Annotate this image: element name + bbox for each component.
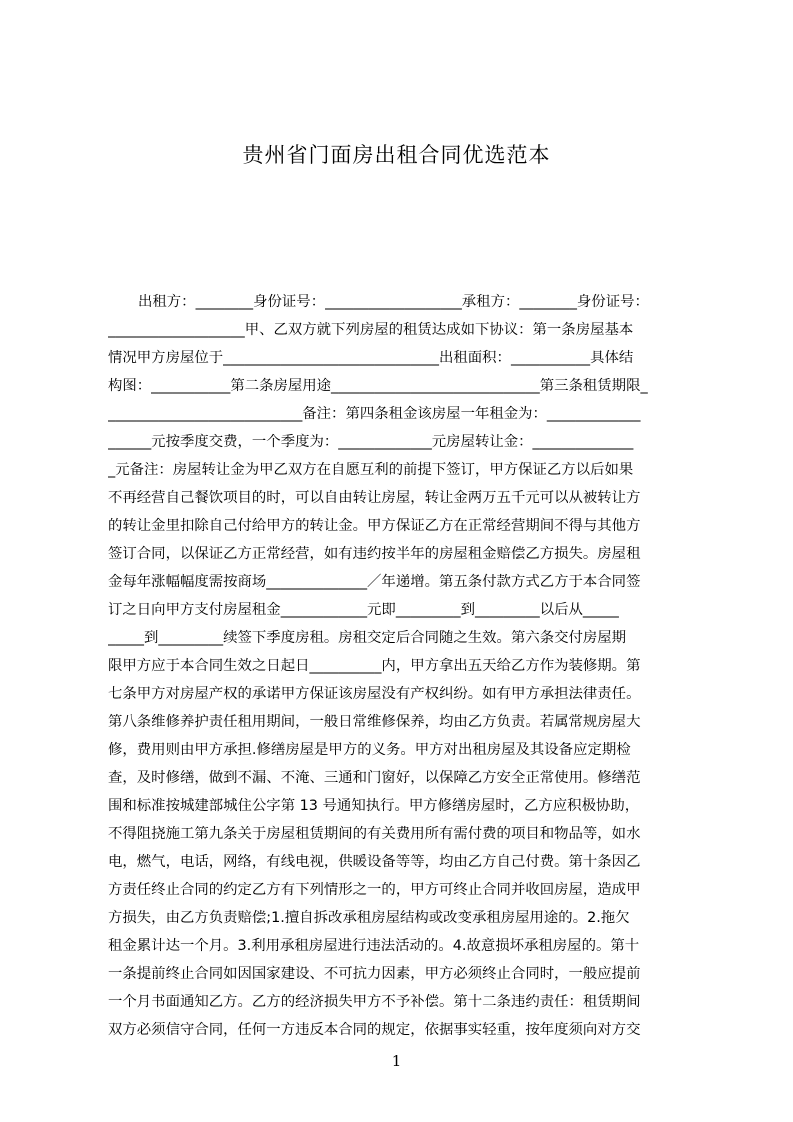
body-line: 签订合同，以保证乙方正常经营，如有违约按半年的房屋租金赔偿乙方损失。房屋租 [108,546,641,562]
page-number: 1 [391,1052,402,1070]
body-line: 构图：___________第二条房屋用途_____________________________第三条租赁期限_ [108,378,648,394]
body-line: 租金累计达一个月。3.利用承租房屋进行违法活动的。4.故意损坏承租房屋的。第十 [108,938,640,954]
body-line: _元备注：房屋转让金为甲乙双方在自愿互利的前提下签订，甲方保证乙方以后如果 [108,462,634,478]
body-line: 方损失，由乙方负责赔偿;1.擅自拆改承租房屋结构或改变承租房屋用途的。2.拖欠 [108,910,630,926]
body-line: 情况甲方房屋位于______________________________出租面积：___________具体结 [108,350,634,366]
document-title: 贵州省门面房出租合同优选范本 [242,143,551,167]
body-line: 一个月书面通知乙方。乙方的经济损失甲方不予补偿。第十二条违约责任：租赁期间 [108,994,641,1010]
body-line: 第八条维修养护责任租用期间，一般日常维修保养，均由乙方负责。若属常规房屋大 [108,714,641,730]
body-line: 不再经营自己餐饮项目的时，可以自由转让房屋，转让金两万五千元可以从被转让方 [108,490,641,506]
body-line: 方责任终止合同的约定乙方有下列情形之一的，甲方可终止合同并收回房屋，造成甲 [108,882,641,898]
body-line: 修，费用则由甲方承担.修缮房屋是甲方的义务。甲方对出租房屋及其设备应定期检 [108,742,631,758]
body-line: 金每年涨幅幅度需按商场______________／年递增。第五条付款方式乙方于本合同签 [108,574,641,590]
body-line: 围和标准按城建部城住公字第 13 号通知执行。甲方修缮房屋时，乙方应积极协助， [108,798,640,814]
body-line: 七条甲方对房屋产权的承诺甲方保证该房屋没有产权纠纷。如有甲方承担法律责任。 [108,686,641,702]
body-line: 双方必须信守合同，任何一方违反本合同的规定，依据事实轻重，按年度须向对方交 [108,1022,641,1038]
body-line: 查，及时修缮，做到不漏、不淹、三通和门窗好，以保障乙方安全正常使用。修缮范 [108,770,641,786]
body-line: 出租方：________身份证号：___________________承租方：________身份证号： [138,294,649,310]
body-line: 不得阻挠施工第九条关于房屋租赁期间的有关费用所有需付费的项目和物品等，如水 [108,826,641,842]
body-line: 一条提前终止合同如因国家建设、不可抗力因素，甲方必须终止合同时，一般应提前 [108,966,641,982]
contract-body [108,288,700,1044]
body-line: ___________________甲、乙双方就下列房屋的租赁达成如下协议：第一条房屋基本 [108,322,634,338]
body-line: ___________________________备注：第四条租金该房屋一年租金为：_____________ [108,406,641,422]
body-line: 电，燃气，电话，网络，有线电视，供暖设备等等，均由乙方自己付费。第十条因乙 [108,854,641,870]
body-line: 的转让金里扣除自己付给甲方的转让金。甲方保证乙方在正常经营期间不得与其他方 [108,518,641,534]
body-line: _____到_________续签下季度房租。房租交定后合同随之生效。第六条交付房屋期 [108,630,627,646]
body-line: 限甲方应于本合同生效之日起日__________内，甲方拿出五天给乙方作为装修期。第 [108,658,641,674]
body-line: ______元按季度交费，一个季度为：_____________元房屋转让金：______________ [108,434,634,450]
body-line: 订之日向甲方支付房屋租金____________元即_________到_________以后从_____ [108,602,619,618]
